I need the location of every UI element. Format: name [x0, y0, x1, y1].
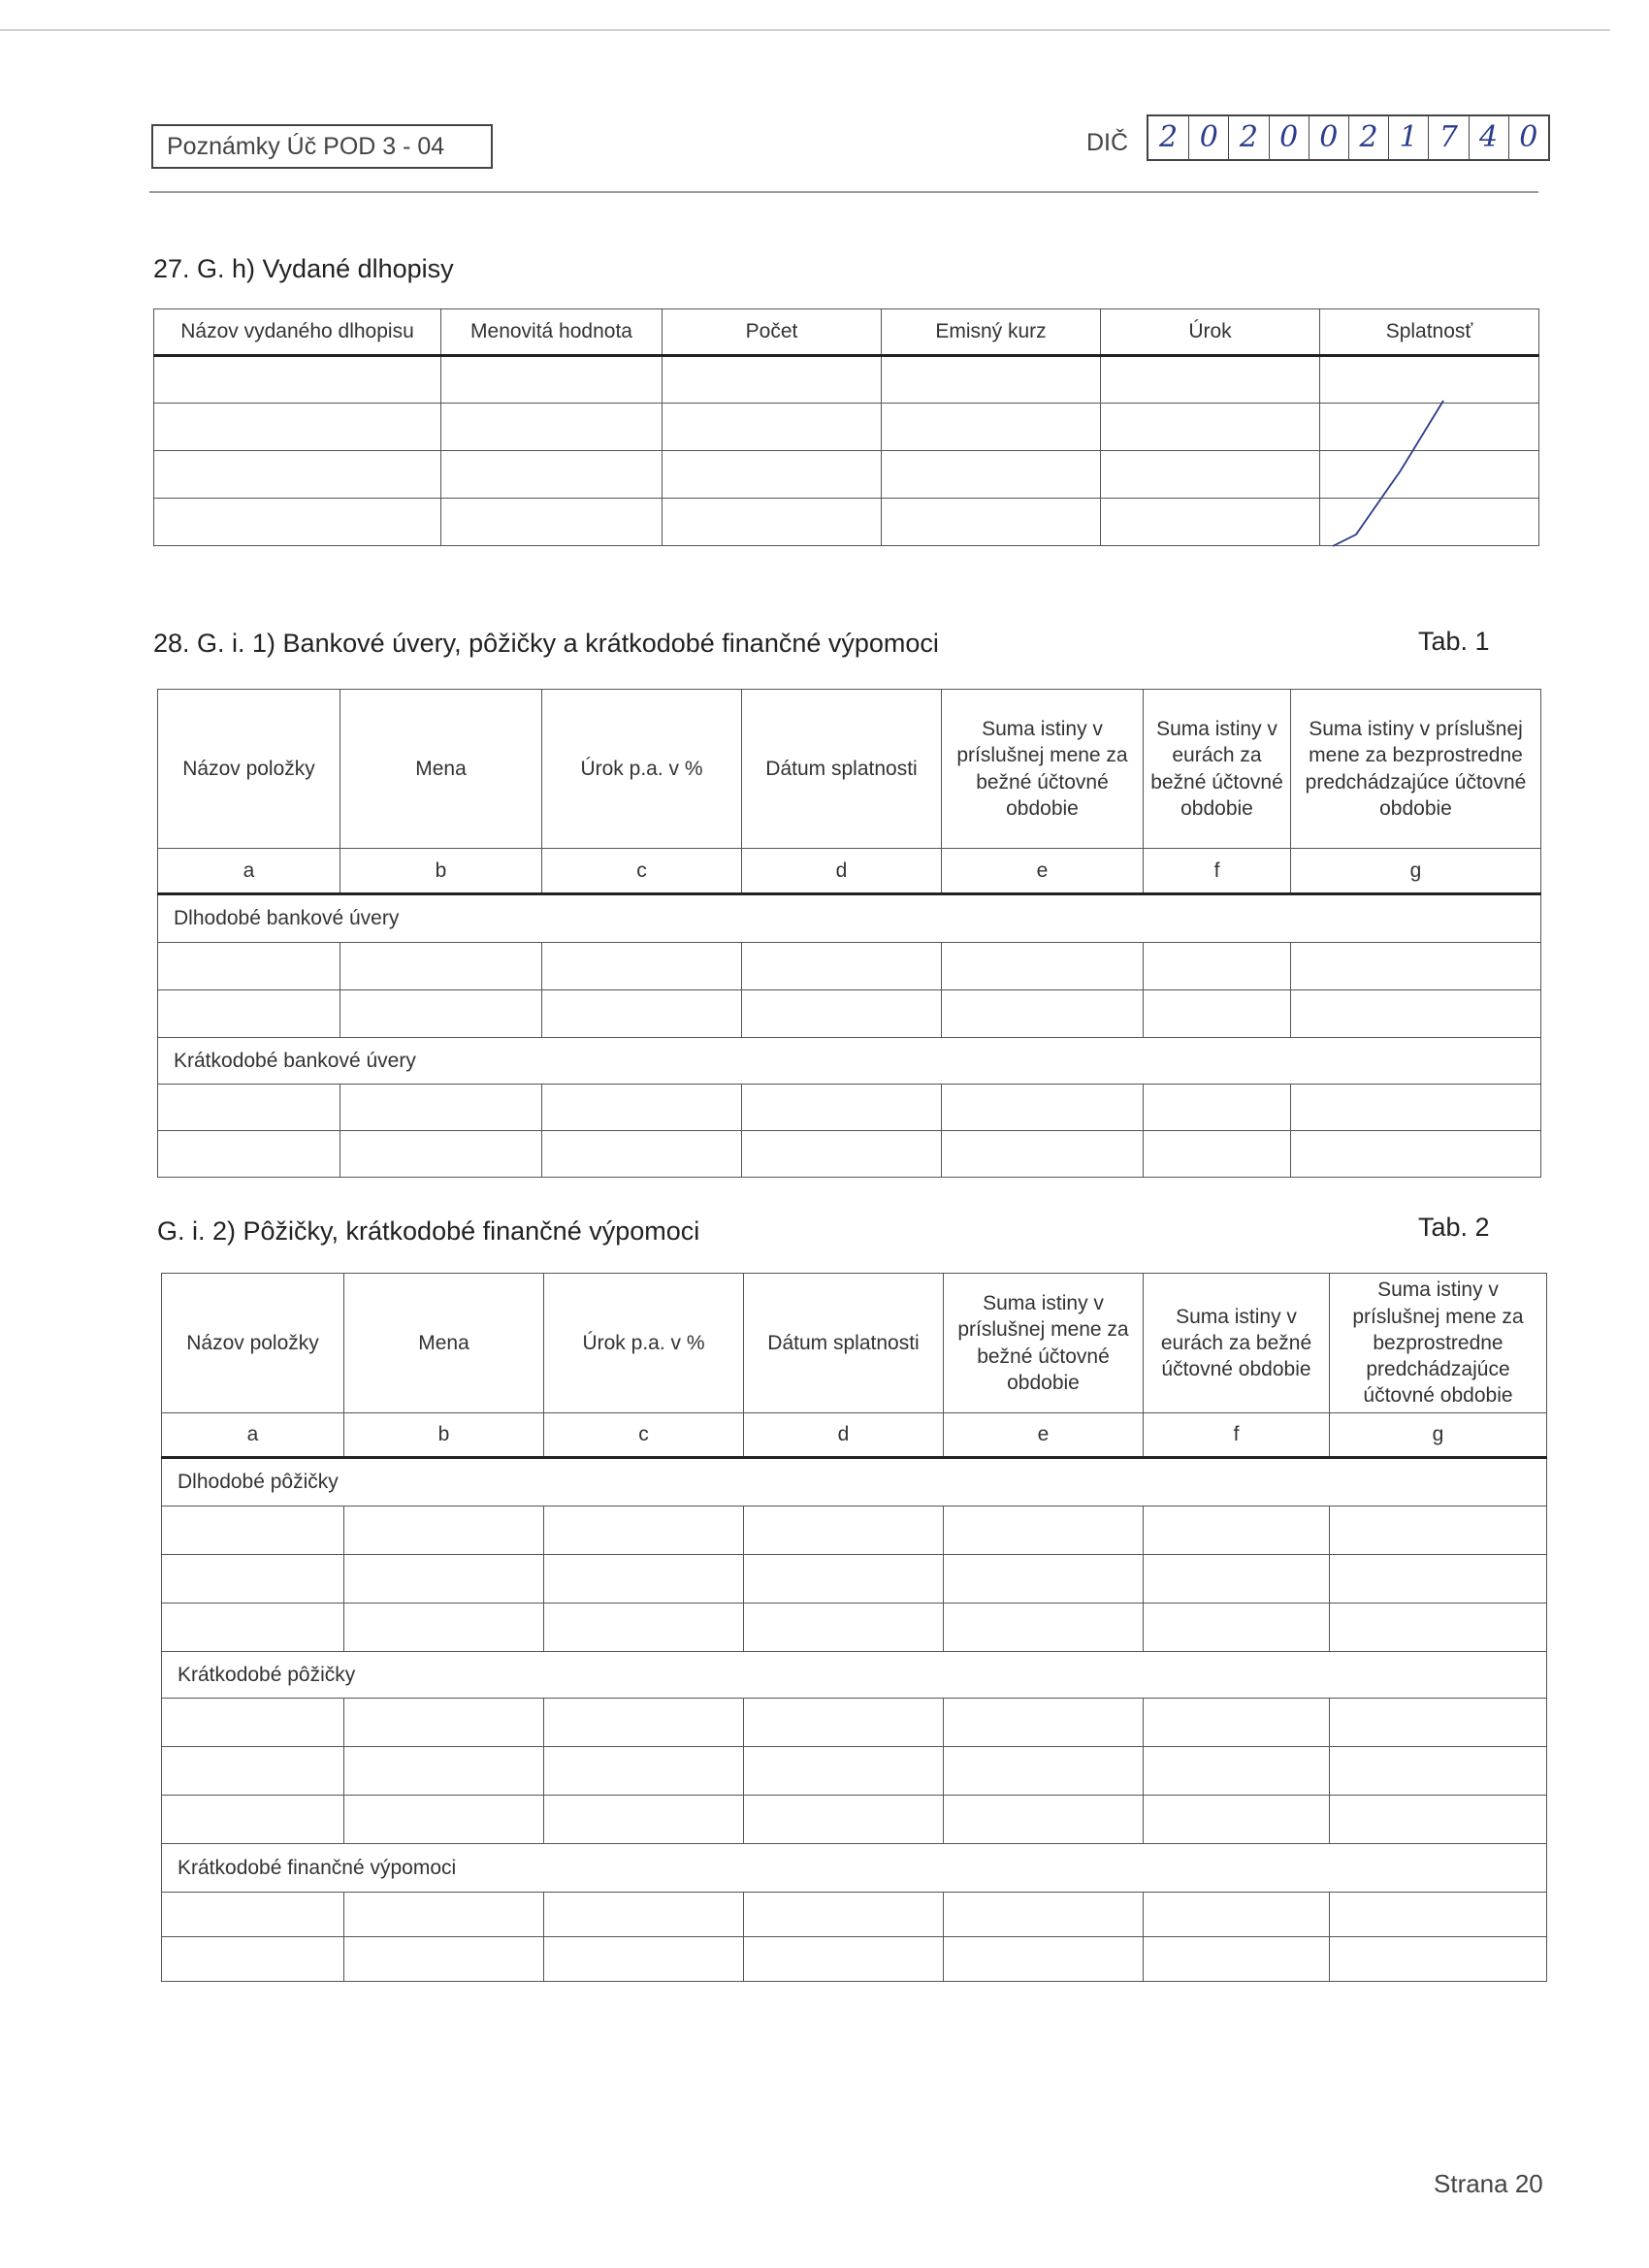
col-header: Suma istiny v príslušnej mene za bežné účtovné obdobie: [942, 690, 1144, 849]
strike-through-mark: [1319, 393, 1455, 558]
col-header: Suma istiny v príslušnej mene za bezprostredne predchádzajúce účtovné obdobie: [1291, 690, 1541, 849]
col-letter: e: [942, 849, 1144, 894]
col-letter: f: [1144, 849, 1291, 894]
col-header: Počet: [663, 309, 882, 356]
col-header: Dátum splatnosti: [744, 1274, 944, 1413]
section-27-title: 27. G. h) Vydané dlhopisy: [153, 254, 454, 283]
col-header: Úrok p.a. v %: [542, 690, 742, 849]
group-label: Krátkodobé pôžičky: [162, 1652, 1547, 1699]
dic-digit: 2: [1159, 120, 1179, 154]
col-letter: d: [742, 849, 942, 894]
table-row: [158, 1085, 1541, 1131]
dic-digit: 1: [1388, 116, 1428, 159]
table-row: [162, 1604, 1547, 1652]
col-header: Názov položky: [162, 1274, 344, 1413]
table-row: [162, 1893, 1547, 1937]
col-letter: e: [944, 1413, 1144, 1458]
header-rule: [149, 191, 1538, 193]
table-row: [162, 1937, 1547, 1982]
group-label: Krátkodobé finančné výpomoci: [162, 1844, 1547, 1893]
section-28-title: 28. G. i. 1) Bankové úvery, pôžičky a krátkodobé finančné výpomoci: [153, 629, 939, 658]
form-code-box: Poznámky Úč POD 3 - 04: [151, 124, 493, 169]
dic-digit: 2: [1348, 116, 1388, 159]
col-letter: b: [340, 849, 542, 894]
group-label: Krátkodobé bankové úvery: [158, 1038, 1541, 1085]
col-header: Úrok: [1101, 309, 1320, 356]
col-header: Menovitá hodnota: [441, 309, 663, 356]
col-letter: g: [1291, 849, 1541, 894]
col-header: Dátum splatnosti: [742, 690, 942, 849]
col-header: Názov položky: [158, 690, 340, 849]
col-letter: f: [1144, 1413, 1330, 1458]
dic-digit: 0: [1188, 116, 1228, 159]
col-header: Mena: [340, 690, 542, 849]
page-number: Strana 20: [1434, 2169, 1543, 2198]
dic-label: DIČ: [1086, 129, 1129, 156]
table-row: [162, 1699, 1547, 1747]
dic-digit: 0: [1269, 116, 1309, 159]
dic-digit: 4: [1469, 116, 1508, 159]
col-header: Splatnosť: [1320, 309, 1539, 356]
table-row: [162, 1507, 1547, 1555]
col-letter: c: [544, 1413, 744, 1458]
col-header: Suma istiny v eurách za bežné účtovné obdobie: [1144, 690, 1291, 849]
col-header: Úrok p.a. v %: [544, 1274, 744, 1413]
col-header: Emisný kurz: [882, 309, 1101, 356]
group-label: Dlhodobé pôžičky: [162, 1458, 1547, 1507]
group-label: Dlhodobé bankové úvery: [158, 894, 1541, 943]
dic-digit: 0: [1309, 116, 1348, 159]
tab-1-label: Tab. 1: [1418, 627, 1490, 656]
col-header: Suma istiny v príslušnej mene za bežné účtovné obdobie: [944, 1274, 1144, 1413]
table-row: [158, 990, 1541, 1038]
col-letter: d: [744, 1413, 944, 1458]
bank-loans-table: [157, 689, 1541, 1178]
section-gi2-title: G. i. 2) Pôžičky, krátkodobé finančné výpomoci: [157, 1216, 700, 1246]
dic-field[interactable]: [1147, 114, 1550, 161]
col-letter: b: [344, 1413, 544, 1458]
table-row: [162, 1555, 1547, 1604]
dic-digit: 0: [1508, 116, 1548, 159]
table-row: [162, 1796, 1547, 1844]
tab-2-label: Tab. 2: [1418, 1213, 1490, 1242]
col-header: Mena: [344, 1274, 544, 1413]
col-letter: c: [542, 849, 742, 894]
table-row: [158, 1131, 1541, 1178]
col-letter: a: [158, 849, 340, 894]
col-letter: a: [162, 1413, 344, 1458]
col-letter: g: [1330, 1413, 1547, 1458]
dic-digit: 7: [1428, 116, 1468, 159]
table-row: [162, 1747, 1547, 1796]
col-header: Názov vydaného dlhopisu: [154, 309, 441, 356]
col-header: Suma istiny v príslušnej mene za bezprostredne predchádzajúce účtovné obdobie: [1330, 1274, 1547, 1413]
table-row: [158, 943, 1541, 990]
dic-digit: 2: [1228, 116, 1268, 159]
top-rule: [0, 29, 1610, 31]
col-header: Suma istiny v eurách za bežné účtovné obdobie: [1144, 1274, 1330, 1413]
loans-table: [161, 1273, 1547, 1982]
